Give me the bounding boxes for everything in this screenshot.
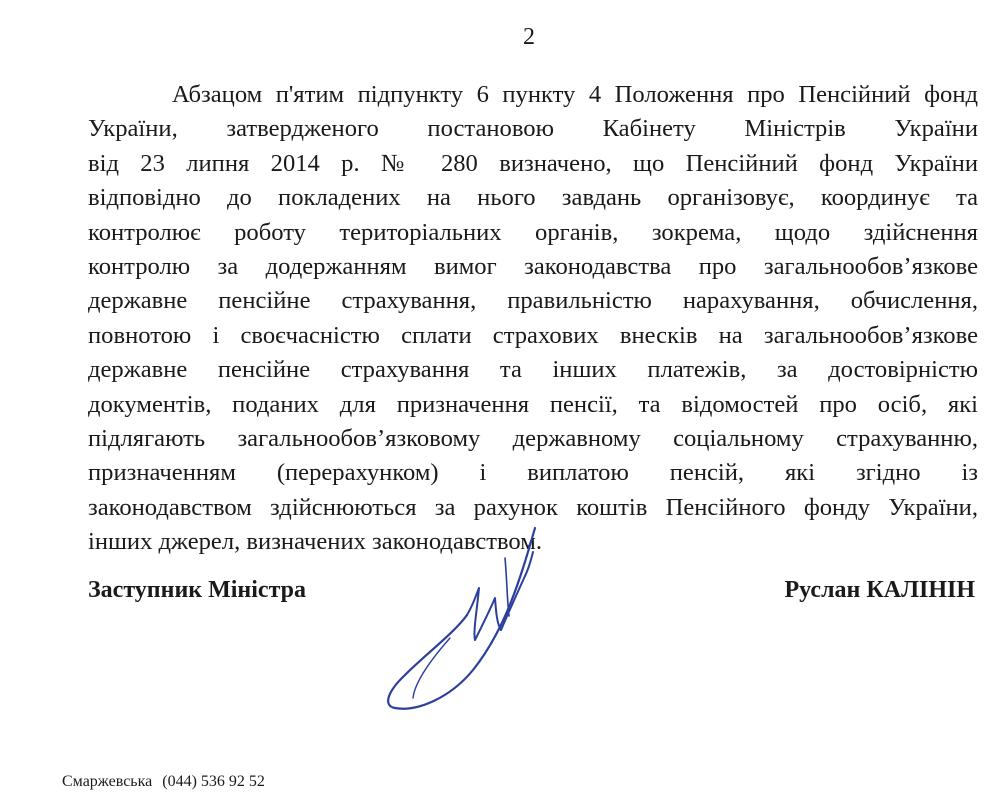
executor-footer <box>62 772 265 792</box>
body-line: Абзацом п'ятим підпункту 6 пункту 4 Положення про Пенсійний фонд <box>172 81 978 108</box>
body-line: документів, поданих для призначення пенсії, та відомостей про осіб, які <box>88 390 978 418</box>
body-line: підлягають загальнообов’язковому державному соціальному страхуванню, <box>88 425 978 453</box>
body-line: відповідно до покладених на нього завдань організовує, координує та <box>88 184 978 212</box>
body-line: призначенням (перерахунком) і виплатою пенсій, які згідно із <box>88 459 978 487</box>
handwritten-signature <box>355 520 585 720</box>
body-line: державне пенсійне страхування та інших платежів, за достовірністю <box>88 356 978 384</box>
body-line: контролю за додержанням вимог законодавства про загальнообов’язкове <box>88 253 978 281</box>
body-line: контролює роботу територіальних органів, зокрема, щодо здійснення <box>88 218 978 246</box>
body-line: законодавством здійснюються за рахунок коштів Пенсійного фонду України, <box>88 493 978 521</box>
signatory-name: Руслан КАЛІНІН <box>784 577 975 603</box>
body-line: України, затвердженого постановою Кабінету Міністрів України <box>88 115 978 143</box>
signatory-title: Заступник Міністра <box>88 577 307 603</box>
executor-phone: (044) 536 92 52 <box>162 773 265 790</box>
body-line: інших джерел, визначених законодавством. <box>88 528 542 556</box>
executor-name: Смаржевська <box>62 773 153 790</box>
body-line: повнотою і своєчасністю сплати страхових внесків на загальнообов’язкове <box>88 321 978 349</box>
body-line: державне пенсійне страхування, правильністю нарахування, обчислення, <box>88 287 978 315</box>
body-paragraph <box>88 78 978 560</box>
page-number: 2 <box>523 24 535 50</box>
body-line: від 23 липня 2014 р. № 280 визначено, що Пенсійний фонд України <box>88 149 978 177</box>
